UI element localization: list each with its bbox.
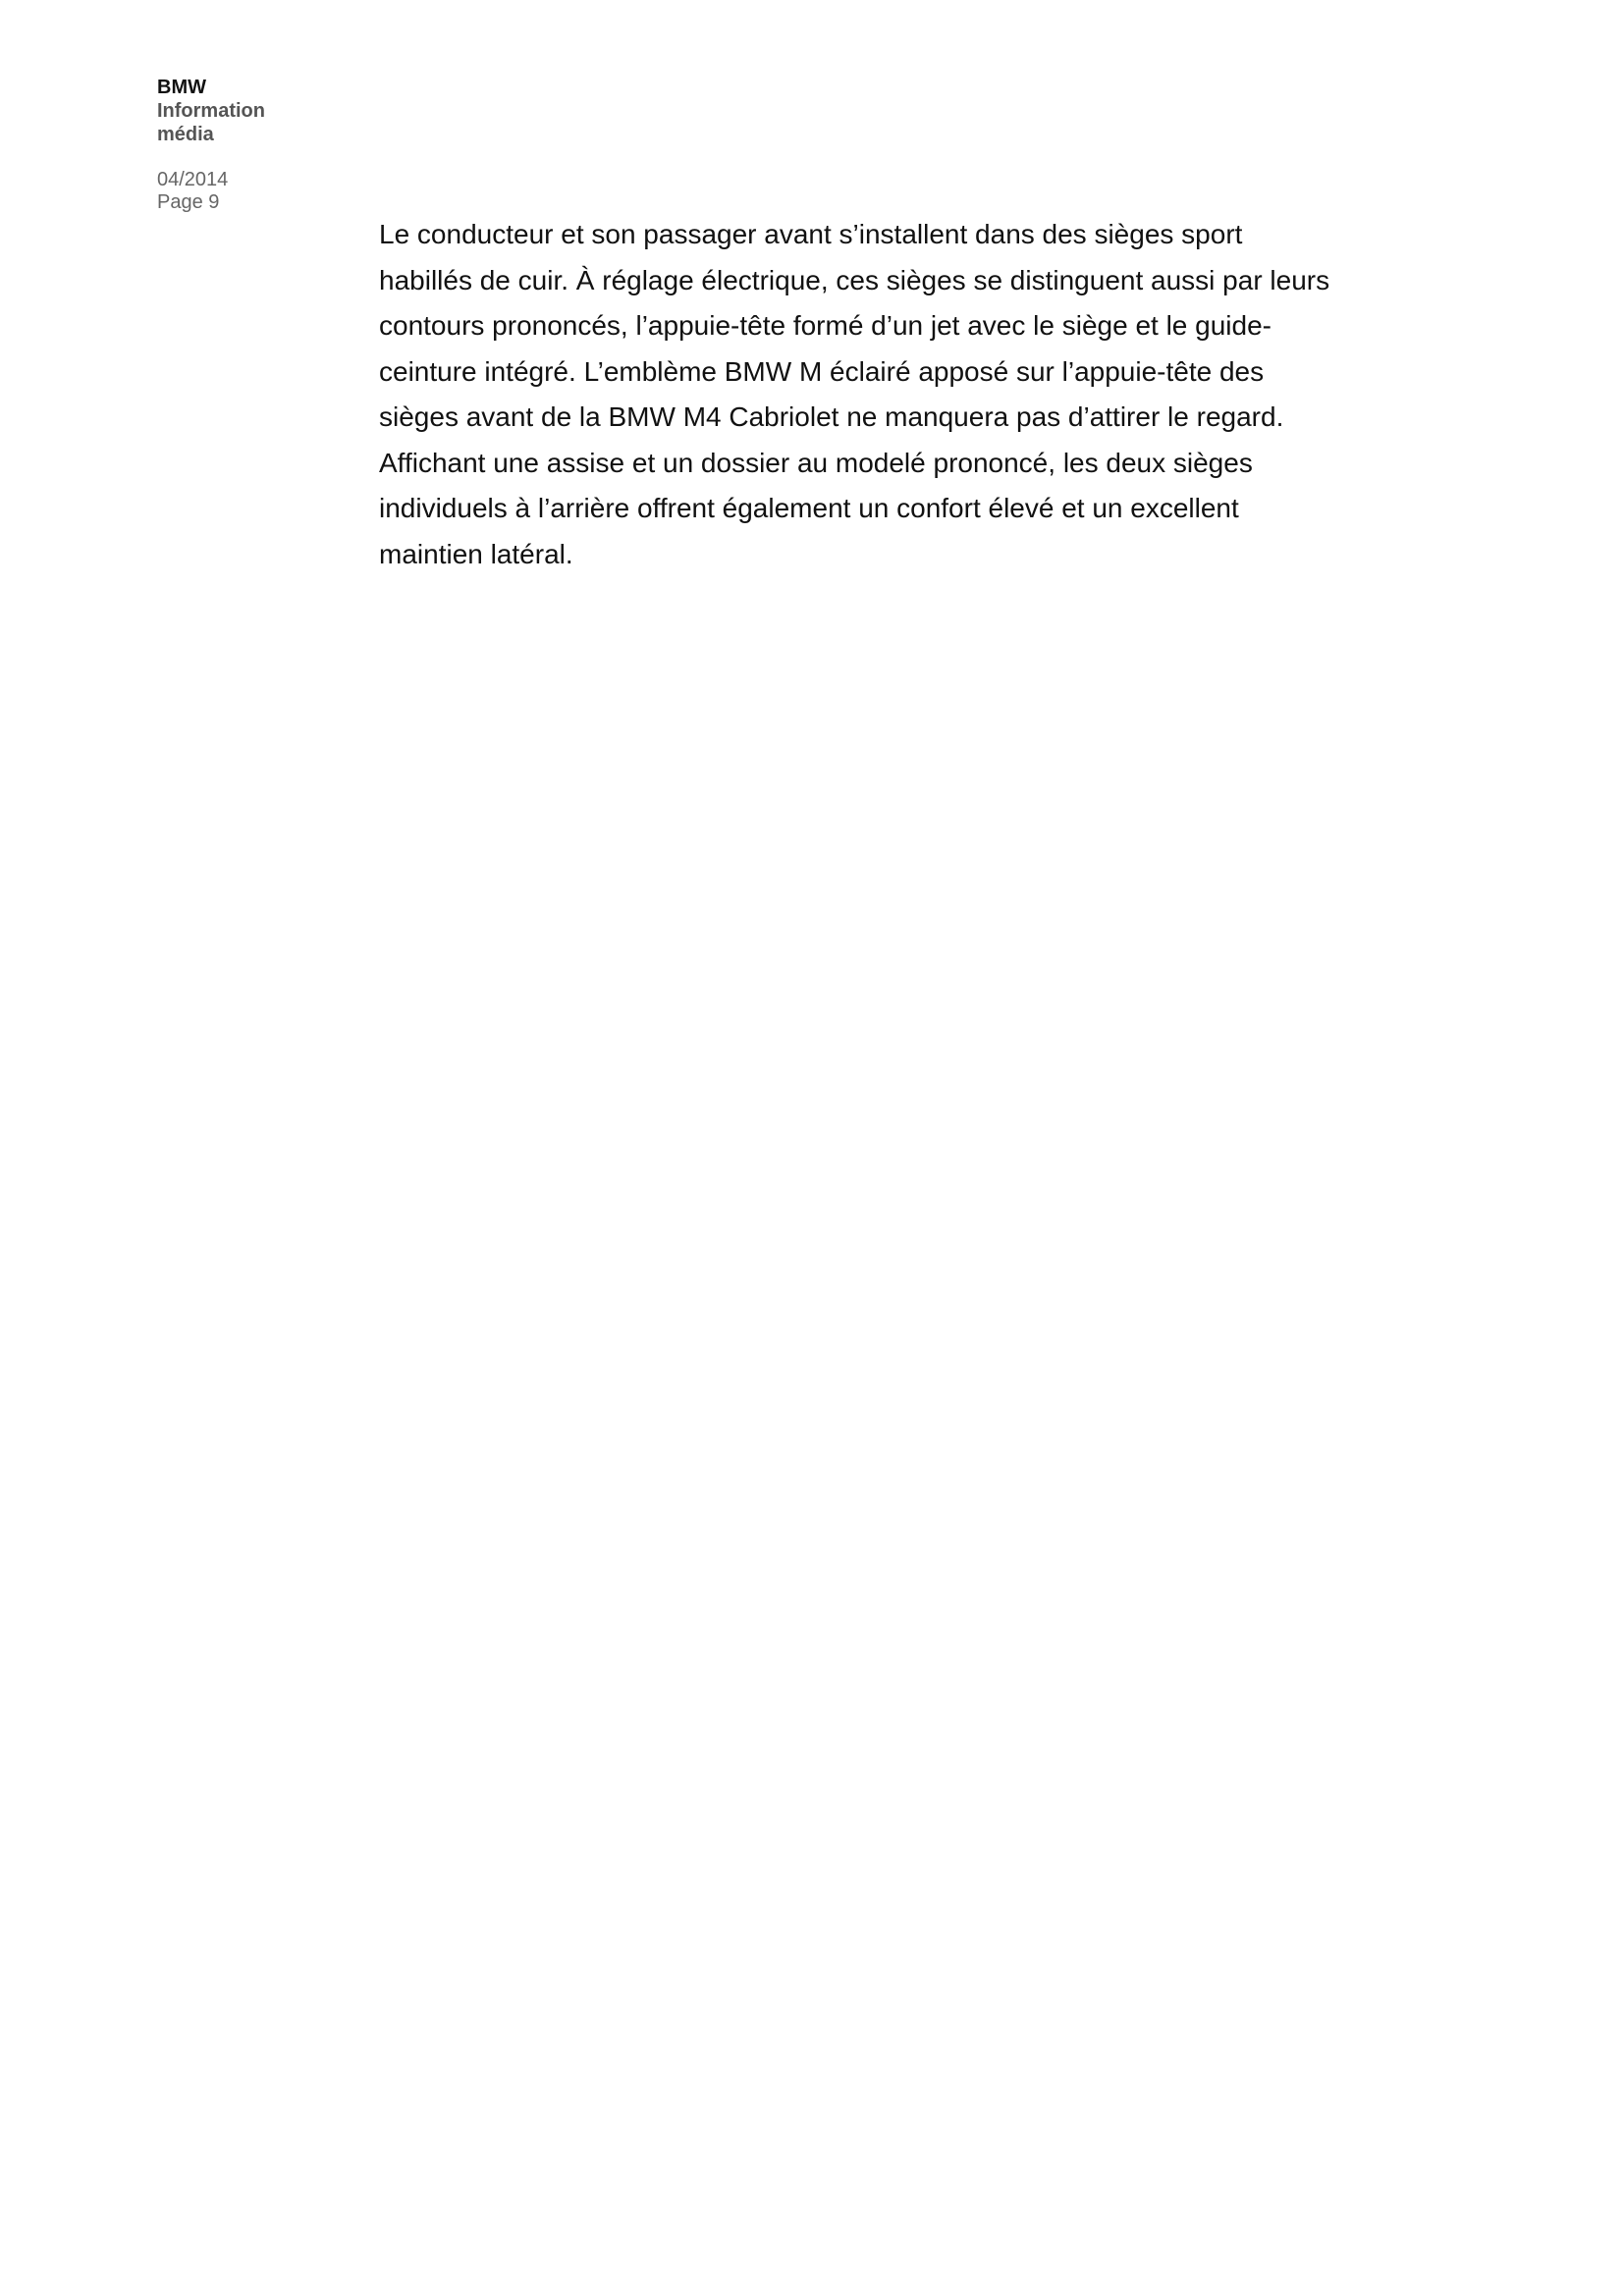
body-paragraph — [379, 212, 1420, 577]
paragraph-line: Le conducteur et son passager avant s’installent dans des sièges sport — [379, 219, 1243, 249]
paragraph-line: maintien latéral. — [379, 538, 573, 569]
document-date: 04/2014 — [157, 169, 229, 190]
page-number: Page 9 — [157, 191, 220, 213]
paragraph-line: contours prononcés, l’appuie-tête formé d’un jet avec le siège et le guide- — [379, 310, 1271, 341]
document-meta — [157, 169, 353, 214]
brand-name: BMW — [157, 77, 206, 98]
paragraph-line: habillés de cuir. À réglage électrique, ces sièges se distinguent aussi par leurs — [379, 264, 1330, 295]
paragraph-line: Affichant une assise et un dossier au modelé prononcé, les deux sièges — [379, 447, 1253, 478]
section-title-line1: Information — [157, 100, 265, 122]
paragraph-line: ceinture intégré. L’emblème BMW M éclairé apposé sur l’appuie-tête des — [379, 355, 1265, 387]
paragraph-line: individuels à l’arrière offrent également un confort élevé et un excellent — [379, 493, 1239, 523]
document-header — [157, 76, 353, 214]
paragraph-line: sièges avant de la BMW M4 Cabriolet ne manquera pas d’attirer le regard. — [379, 401, 1284, 432]
section-title-line2: média — [157, 124, 214, 145]
